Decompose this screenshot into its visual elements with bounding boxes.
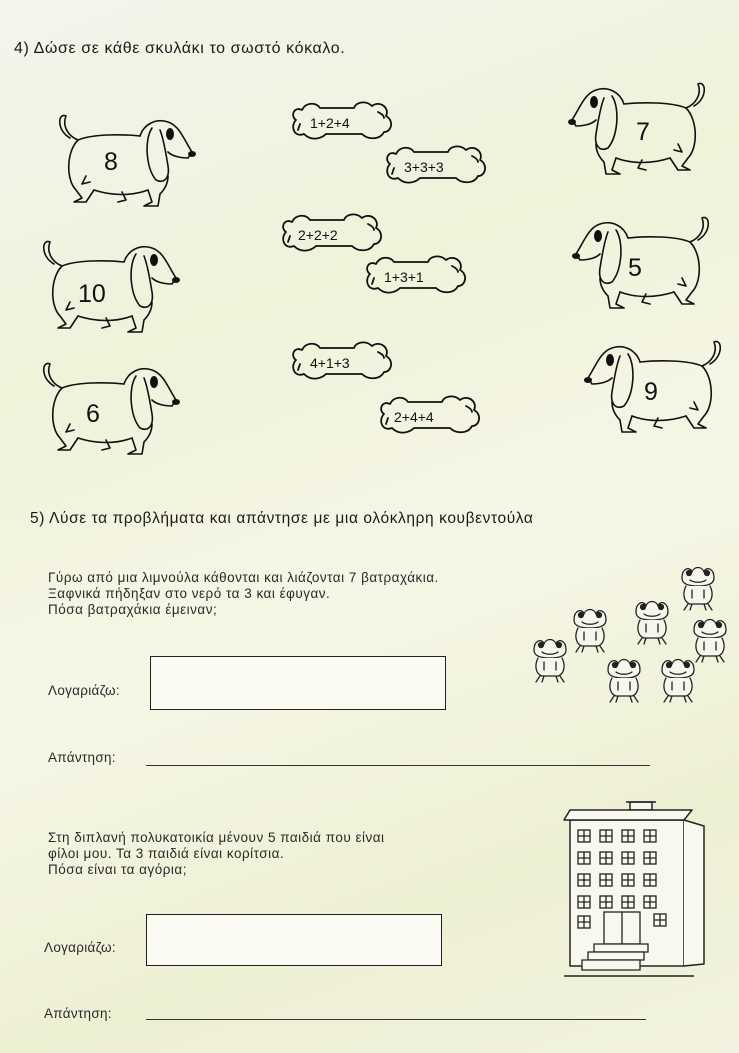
problem-line: Πόσα είναι τα αγόρια; — [48, 862, 187, 877]
dog-10 — [44, 241, 180, 332]
dog-8 — [60, 115, 196, 206]
bone-2 — [387, 146, 485, 182]
frog-icon — [608, 660, 640, 703]
problem-line: Στη διπλανή πολυκατοικία μένουν 5 παιδιά που είναι — [48, 830, 385, 845]
dog-number: 8 — [104, 148, 118, 176]
calc-box[interactable] — [146, 914, 442, 966]
dog-number: 6 — [86, 400, 100, 428]
problem-line: φίλοι μου. Τα 3 παιδιά είναι κορίτσια. — [48, 846, 285, 861]
answer-label: Απάντηση: — [48, 750, 116, 765]
dog-number: 9 — [644, 378, 658, 406]
bone-expression: 2+2+2 — [298, 227, 338, 243]
frog-icon — [694, 620, 726, 663]
answer-line[interactable] — [146, 1019, 646, 1020]
frog-icon — [574, 610, 606, 653]
frog-icon — [636, 602, 668, 645]
exercise-4-title: 4) Δώσε σε κάθε σκυλάκι το σωστό κόκαλο. — [14, 40, 346, 57]
bone-expression: 4+1+3 — [310, 355, 350, 371]
answer-label: Απάντηση: — [44, 1006, 112, 1021]
apartment-building-illustration — [560, 796, 710, 992]
frog-icon — [534, 640, 566, 683]
bone-3 — [283, 214, 381, 250]
bone-expression: 3+3+3 — [404, 159, 444, 175]
problem-1-text — [48, 570, 439, 618]
calc-label: Λογαριάζω: — [44, 940, 116, 955]
bone-5 — [293, 342, 391, 378]
bone-expression: 1+3+1 — [384, 269, 424, 285]
frog-icon — [682, 568, 714, 611]
bone-1 — [293, 102, 391, 138]
calc-label: Λογαριάζω: — [48, 683, 120, 698]
problem-line: Ξαφνικά πήδηξαν στο νερό τα 3 και έφυγαν. — [48, 586, 331, 601]
dog-number: 10 — [78, 280, 106, 308]
calc-box[interactable] — [150, 656, 446, 710]
dog-number: 7 — [636, 118, 650, 146]
answer-line[interactable] — [146, 765, 650, 766]
dog-number: 5 — [628, 254, 642, 282]
exercise-5-title: 5) Λύσε τα προβλήματα και απάντησε με μια ολόκληρη κουβεντούλα — [30, 510, 534, 527]
problem-line: Πόσα βατραχάκια έμειναν; — [48, 602, 218, 617]
frog-icon — [662, 660, 694, 703]
frogs-illustration — [522, 560, 732, 710]
dogs-and-bones-illustration — [0, 0, 739, 470]
bone-expression: 1+2+4 — [310, 115, 350, 131]
problem-line: Γύρω από μια λιμνούλα κάθονται και λιάζονται 7 βατραχάκια. — [48, 570, 439, 585]
bone-6 — [381, 396, 479, 432]
bone-expression: 2+4+4 — [394, 409, 434, 425]
dog-6 — [44, 363, 180, 454]
bone-4 — [367, 256, 465, 292]
problem-2-text — [48, 830, 385, 878]
